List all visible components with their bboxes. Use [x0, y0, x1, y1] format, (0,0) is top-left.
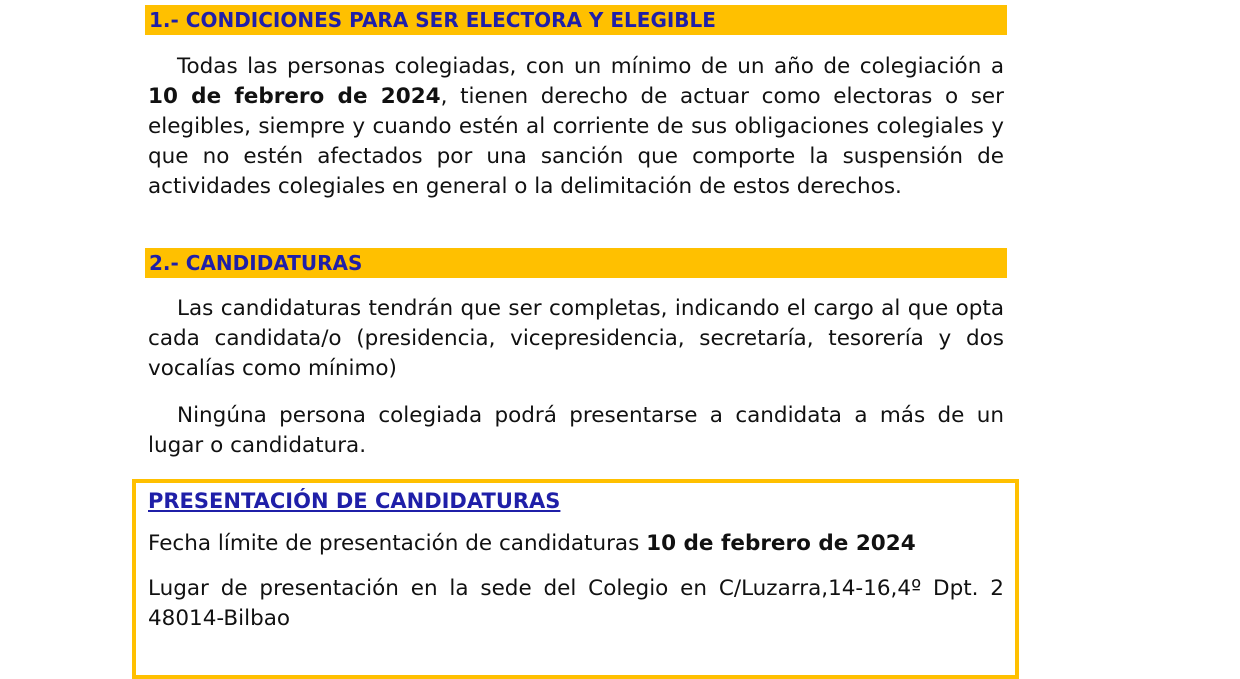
section-1-heading: 1.- CONDICIONES PARA SER ELECTORA Y ELEGIBLE [145, 5, 1007, 35]
section-2-heading: 2.- CANDIDATURAS [145, 248, 1007, 278]
box-title-link[interactable]: PRESENTACIÓN DE CANDIDATURAS [148, 489, 561, 513]
section-2-paragraph-2 [148, 401, 1004, 461]
section-1-text-post: , tienen derecho de actuar como electoras o ser elegibles, siempre y cuando estén al corriente de sus obligaciones colegiales y que no estén afectados por una sanción que comporte la suspensión de actividades colegiales en general o la delimitación de estos derechos. [148, 84, 1004, 199]
section-1-paragraph [148, 52, 1004, 202]
section-2-paragraph-1 [148, 294, 1004, 384]
deadline-line [148, 529, 1004, 559]
election-date-bold: 10 de febrero de 2024 [148, 84, 441, 109]
section-1-text-pre: Todas las personas colegiadas, con un mínimo de un año de colegiación a [177, 54, 1004, 79]
section-2-text-1: Las candidaturas tendrán que ser completas, indicando el cargo al que opta cada candidata/o (presidencia, vicepresidencia, secretaría, tesorería y dos vocalías como mínimo) [148, 296, 1004, 381]
section-2-text-2: Ningúna persona colegiada podrá presentarse a candidata a más de un lugar o candidatura. [148, 403, 1004, 458]
deadline-label: Fecha límite de presentación de candidaturas [148, 531, 647, 556]
deadline-value: 10 de febrero de 2024 [646, 531, 916, 556]
place-line: Lugar de presentación en la sede del Colegio en C/Luzarra,14-16,4º Dpt. 2 48014-Bilbao [148, 576, 1004, 631]
